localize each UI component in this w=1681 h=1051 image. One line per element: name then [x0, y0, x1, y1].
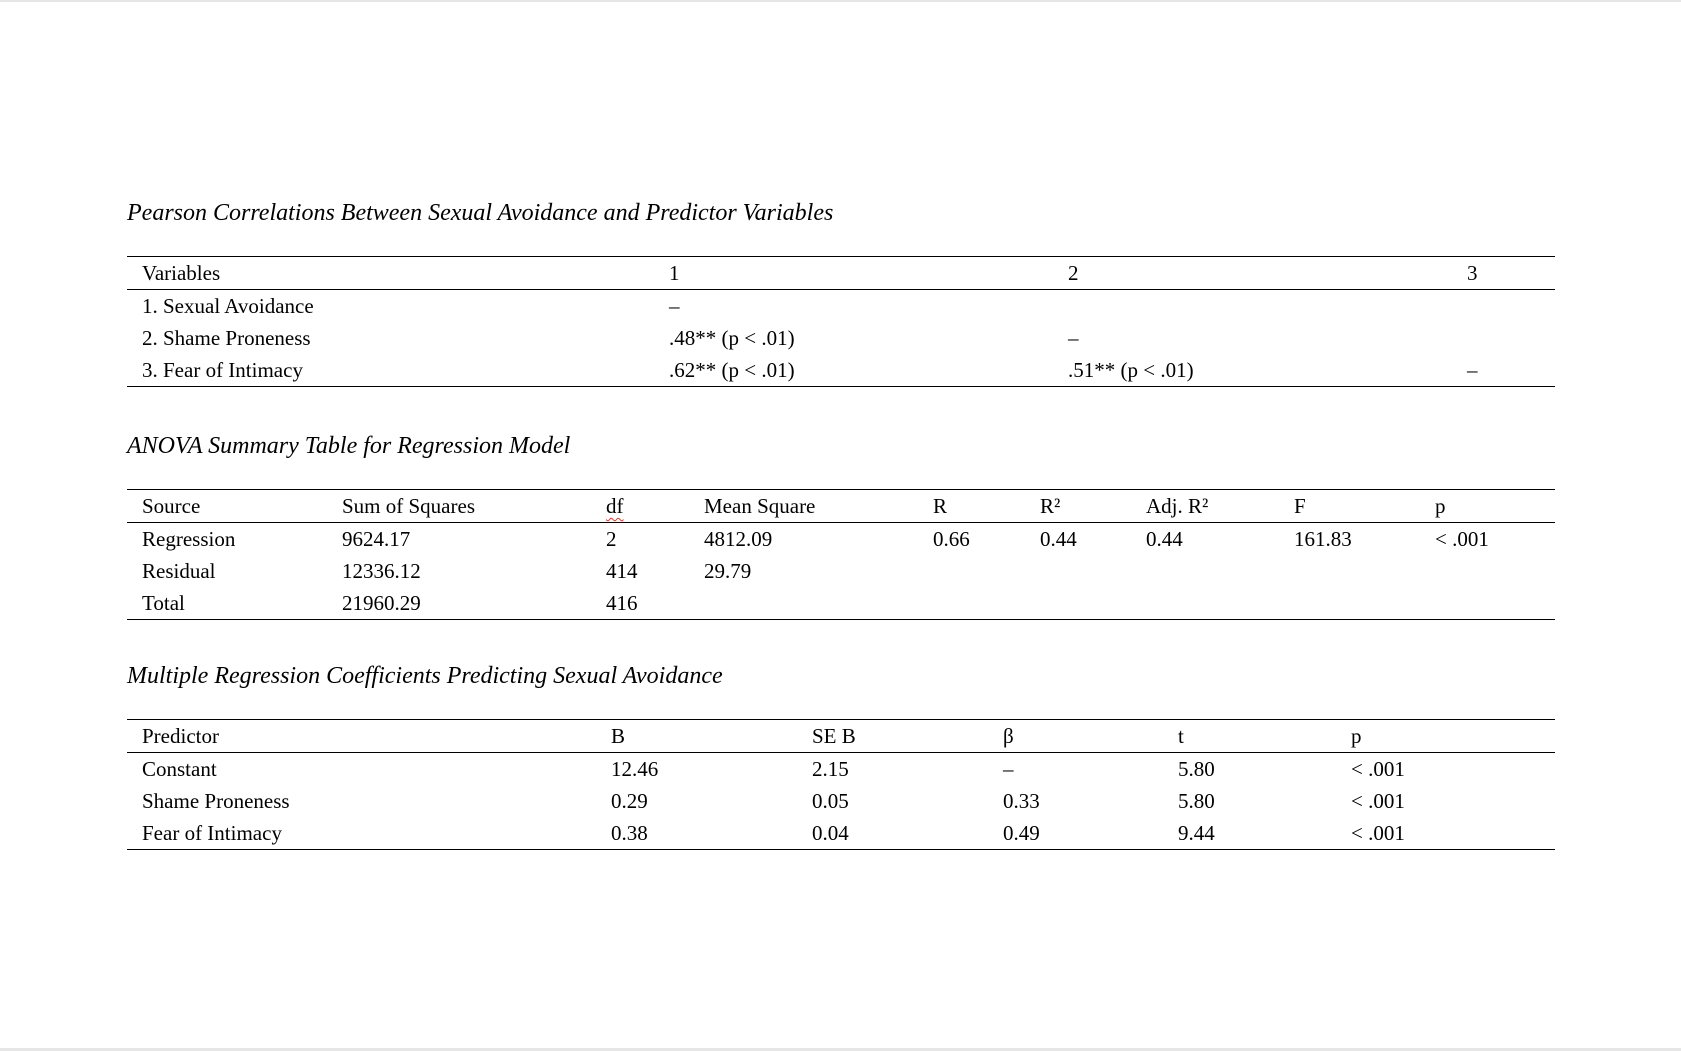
- table-cell: 0.04: [812, 821, 849, 845]
- table-row: [127, 523, 1555, 555]
- table-row: [127, 322, 1555, 354]
- column-header: Variables: [142, 261, 221, 285]
- table-cell: 0.05: [812, 789, 849, 813]
- table-row: [127, 555, 1555, 587]
- table-header-row: [127, 720, 1555, 753]
- table-cell: 5.80: [1178, 789, 1215, 813]
- table-row: [127, 587, 1555, 619]
- correlations-table-caption: Pearson Correlations Between Sexual Avoidance and Predictor Variables: [127, 200, 834, 226]
- table-cell: 9624.17: [342, 527, 411, 551]
- table-row: [127, 290, 1555, 322]
- table-cell: .48** (p < .01): [669, 326, 795, 350]
- table-cell: 161.83: [1294, 527, 1352, 551]
- column-header: df: [606, 494, 624, 518]
- table-cell: < .001: [1351, 789, 1405, 813]
- table-cell: 0.29: [611, 789, 648, 813]
- table-cell: Constant: [142, 757, 217, 781]
- column-header: t: [1178, 724, 1184, 748]
- column-header: p: [1435, 494, 1446, 518]
- table-cell: 0.38: [611, 821, 648, 845]
- table-cell: 3. Fear of Intimacy: [142, 358, 303, 382]
- table-cell: 1. Sexual Avoidance: [142, 294, 314, 318]
- column-header: 2: [1068, 261, 1079, 285]
- table-cell: < .001: [1351, 821, 1405, 845]
- column-header: Predictor: [142, 724, 219, 748]
- column-header: R: [933, 494, 948, 518]
- table-cell: < .001: [1435, 527, 1489, 551]
- coefficients-table-caption: Multiple Regression Coefficients Predicting Sexual Avoidance: [127, 663, 723, 689]
- column-header: Mean Square: [704, 494, 816, 518]
- anova-table: [127, 489, 1555, 620]
- table-cell: < .001: [1351, 757, 1405, 781]
- column-header: β: [1003, 724, 1014, 748]
- table-header-row: [127, 490, 1555, 523]
- table-cell: 0.49: [1003, 821, 1040, 845]
- table-cell: .51** (p < .01): [1068, 358, 1194, 382]
- table-cell: 12336.12: [342, 559, 421, 583]
- column-header: R²: [1040, 494, 1061, 518]
- table-cell: 2.15: [812, 757, 849, 781]
- table-cell: –: [1068, 326, 1079, 350]
- correlations-table: [127, 256, 1555, 387]
- table-cell: 0.44: [1040, 527, 1077, 551]
- coefficients-table: [127, 719, 1555, 850]
- table-cell: 0.33: [1003, 789, 1040, 813]
- table-row: [127, 785, 1555, 817]
- column-header: SE B: [812, 724, 856, 748]
- table-cell: 2: [606, 527, 617, 551]
- table-cell: 29.79: [704, 559, 752, 583]
- table-row: [127, 354, 1555, 386]
- table-cell: 0.66: [933, 527, 970, 551]
- table-cell: Residual: [142, 559, 216, 583]
- column-header: Source: [142, 494, 201, 518]
- table-cell: 21960.29: [342, 591, 421, 615]
- table-cell: 5.80: [1178, 757, 1215, 781]
- table-cell: Total: [142, 591, 185, 615]
- table-row: [127, 753, 1555, 785]
- table-cell: –: [669, 294, 680, 318]
- table-cell: 12.46: [611, 757, 659, 781]
- table-cell: 4812.09: [704, 527, 773, 551]
- column-header: p: [1351, 724, 1362, 748]
- table-row: [127, 817, 1555, 849]
- table-cell: 0.44: [1146, 527, 1183, 551]
- column-header: B: [611, 724, 626, 748]
- table-cell: Shame Proneness: [142, 789, 290, 813]
- page-top-edge: [0, 0, 1681, 2]
- table-header-row: [127, 257, 1555, 290]
- table-cell: Regression: [142, 527, 236, 551]
- table-cell: –: [1003, 757, 1014, 781]
- column-header: Adj. R²: [1146, 494, 1209, 518]
- table-cell: 416: [606, 591, 638, 615]
- column-header: Sum of Squares: [342, 494, 475, 518]
- table-cell: Fear of Intimacy: [142, 821, 282, 845]
- column-header: F: [1294, 494, 1306, 518]
- column-header: 3: [1467, 261, 1478, 285]
- table-cell: –: [1467, 358, 1478, 382]
- table-cell: .62** (p < .01): [669, 358, 795, 382]
- table-cell: 414: [606, 559, 638, 583]
- table-cell: 2. Shame Proneness: [142, 326, 311, 350]
- anova-table-caption: ANOVA Summary Table for Regression Model: [127, 433, 571, 459]
- table-cell: 9.44: [1178, 821, 1215, 845]
- column-header: 1: [669, 261, 680, 285]
